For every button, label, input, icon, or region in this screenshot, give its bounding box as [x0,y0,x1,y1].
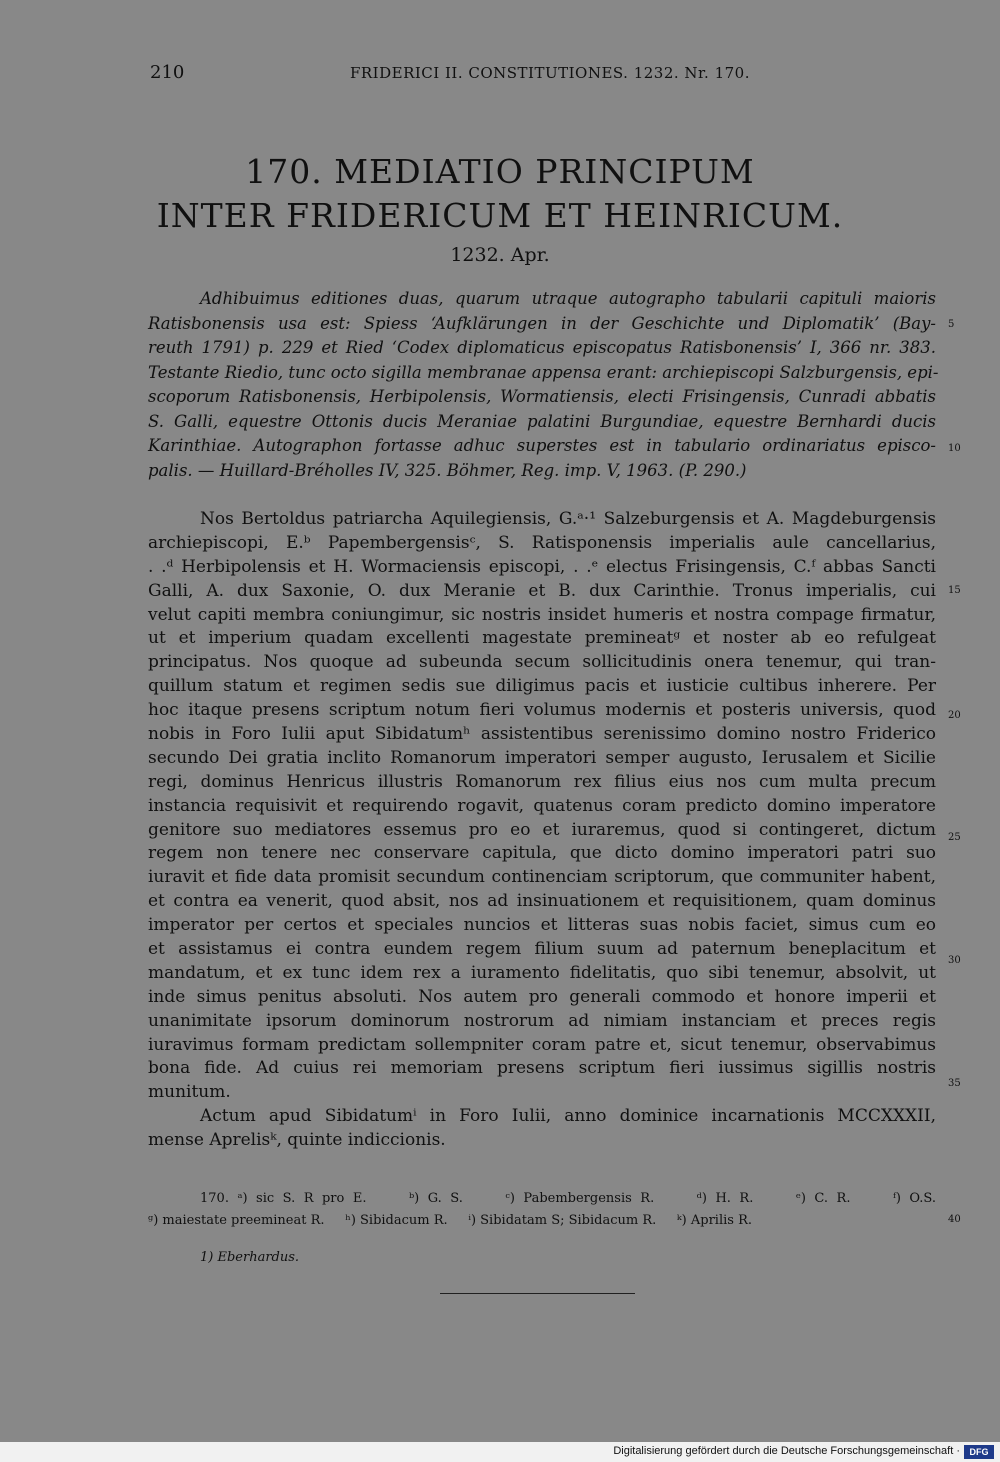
intro-line: Karinthiae. Autographon fortasse adhuc superstes est in tabulario ordinariatus episco- [148,436,936,455]
critical-apparatus [148,1188,936,1232]
document-title-line-1: 170. MEDIATIO PRINCIPUM [245,152,755,191]
intro-line: Testante Riedio, tunc octo sigilla membranae appensa erant: archiepiscopi Salzburgensis, epi- [148,362,939,382]
intro-line: scoporum Ratisbonensis, Herbipolensis, Wormatiensis, electi Frisingensis, Cunradi abbatis [148,387,936,406]
text-line: secundo Dei gratia inclito Romanorum imperatori semper augusto, Ierusalem et Sicilie [148,747,936,768]
intro-line: reuth 1791) p. 229 et Ried ‘Codex diplomaticus episcopatus Ratisbonensis’ I, 366 nr. 383. [148,338,936,357]
intro-line: Ratisbonensis usa est: Spiess ‘Aufklärungen in der Geschichte und Diplomatik’ (Bay- [148,313,936,333]
margin-line-number: 20 [948,710,961,721]
running-head [0,62,1000,88]
text-line: instancia requisivit et requirendo rogavit, quatenus coram predicto domino imperatore [148,795,936,816]
text-line: mandatum, et ex tunc idem rex a iuramento fidelitatis, quo sibi tenemur, absolvit, ut [148,962,936,983]
margin-line-number: 40 [948,1214,961,1225]
editorial-introduction [148,287,939,483]
text-line: inde simus penitus absoluti. Nos autem pro generali commodo et honore imperii et [148,986,936,1007]
intro-line: S. Galli, equestre Ottonis ducis Meraniae palatini Burgundiae, equestre Bernhardi ducis [148,411,936,431]
text-line: et assistamus ei contra eundem regem filium suum ad paternum beneplacitum et [148,939,936,960]
margin-line-number: 25 [948,832,961,843]
margin-line-number: 15 [948,585,961,596]
footnote-line: ᵍ) maiestate preemineat R. ʰ) Sibidacum R. ⁱ) Sibidatam S; Sibidacum R. ᵏ) Aprilis R. [148,1213,752,1228]
closing-line: Actum apud Sibidatumⁱ in Foro Iulii, anno dominice incarnationis MCCXXXII, [200,1106,936,1127]
text-line: regem non tenere nec conservare capitula, que dicto domino imperatori patri suo [148,843,936,864]
margin-line-number: 10 [948,443,961,454]
end-rule [440,1293,635,1294]
text-line: hoc itaque presens scriptum notum fieri volumus modernis et posteris universis, quod [148,700,936,721]
page-number: 210 [150,62,185,83]
text-line: nobis in Foro Iulii aput Sibidatumʰ assistentibus serenissimo domino nostro Friderico [148,724,936,745]
text-line: velut capiti membra coniungimur, sic nostris insidet humeris et nostra compage firmatur, [148,604,936,625]
margin-line-number: 5 [948,319,955,330]
text-line: et contra ea venerit, quod absit, nos ad insinuationem et requisitionem, quam dominus [148,891,936,912]
document-title-line-2: INTER FRIDERICUM ET HEINRICUM. [156,196,844,235]
intro-line: palis. — Huillard-Bréholles IV, 325. Böhmer, Reg. imp. V, 1963. (P. 290.) [148,460,747,480]
footer-bar [0,1442,1000,1462]
running-title: FRIDERICI II. CONSTITUTIONES. 1232. Nr. 170. [349,64,750,82]
text-line: regi, dominus Henricus illustris Romanorum rex filius eius nos cum multa precum [148,771,936,792]
closing-line: mense Aprelisᵏ, quinte indiccionis. [148,1130,446,1151]
text-line: ut et imperium quadam excellenti magestate premineatᵍ et noster ab eo refulgeat [148,628,936,649]
text-line: quillum statum et regimen sedis sue diligimus pacis et iusticie cultibus inherere. Per [148,676,936,697]
footnote-line: 170. ᵃ) sic S. R pro E. ᵇ) G. S. ᶜ) Pabembergensis R. ᵈ) H. R. ᵉ) C. R. ᶠ) O.S. [200,1191,936,1206]
dfg-logo-icon: DFG [964,1445,994,1459]
text-line: Nos Bertoldus patriarcha Aquilegiensis, G.ᵃ·¹ Salzeburgensis et A. Magdeburgensis [200,509,936,529]
text-line: archiepiscopi, E.ᵇ Papembergensisᶜ, S. Ratisponensis imperialis aule cancellarius, [148,532,936,553]
margin-line-number: 30 [948,955,961,966]
document-date: 1232. Apr. [450,244,550,266]
text-line: iuravimus formam predictam sollempniter coram patre et, sicut tenemur, observabimus [148,1034,936,1055]
text-line: iuravit et fide data promisit secundum continenciam scriptorum, que communiter habent, [148,867,936,888]
charter-text [148,508,936,1153]
footnote-numbered: 1) Eberhardus. [200,1250,300,1265]
text-line: principatus. Nos quoque ad subeunda secum sollicitudinis onera tenemur, qui tran- [148,652,936,673]
text-line: . .ᵈ Herbipolensis et H. Wormaciensis episcopi, . .ᵉ electus Frisingensis, C.ᶠ abbas Sancti [148,556,936,577]
footer-funding-text: Digitalisierung gefördert durch die Deutsche Forschungsgemeinschaft · [613,1445,960,1457]
intro-line: Adhibuimus editiones duas, quarum utraque autographo tabularii capituli maioris [200,289,936,308]
text-line: bona fide. Ad cuius rei memoriam presens scriptum fieri iussimus sigillis nostris [148,1058,936,1079]
text-line: genitore suo mediatores essemus pro eo et iuraremus, quod si contingeret, dictum [148,819,936,840]
text-line: unanimitate ipsorum dominorum nostrorum ad nimiam instanciam et preces regis [148,1010,936,1031]
margin-line-number: 35 [948,1078,961,1089]
text-line: imperator per certos et speciales nuncios et litteras suas nobis faciet, simus cum eo [148,915,936,936]
text-line: munitum. [148,1082,231,1103]
text-line: Galli, A. dux Saxonie, O. dux Meranie et B. dux Carinthie. Tronus imperialis, cui [148,580,936,601]
